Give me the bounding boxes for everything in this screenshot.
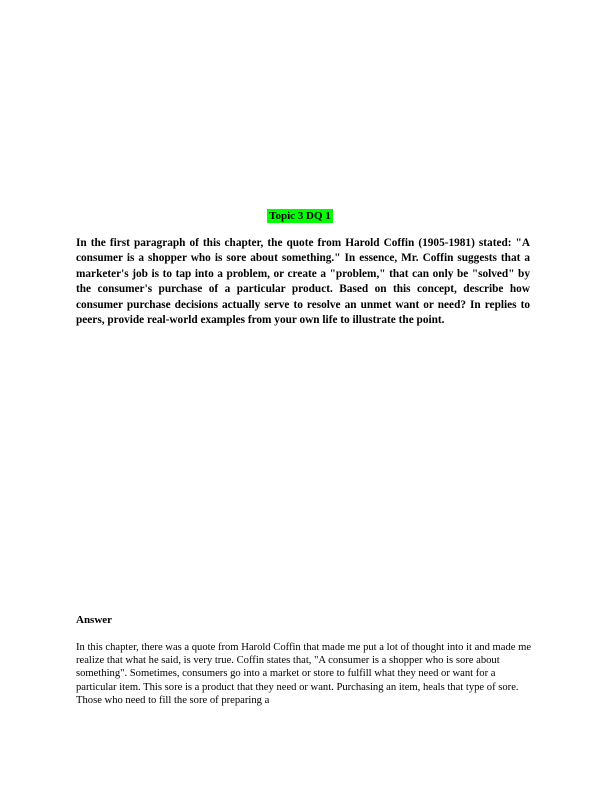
- answer-heading: Answer: [76, 614, 113, 626]
- topic-title: [0, 206, 600, 224]
- question-paragraph: In the first paragraph of this chapter, the quote from Harold Coffin (1905-1981) stated: "A consumer is a shopper who is sore about something." In essence, Mr. Coffin suggests that a marketer's job is to tap into a problem, or create a "problem," that can only be "solved" by the consumer's purchase of a particular product. Based on this concept, describe how consumer purchase decisions actually serve to resolve an unmet want or need? In replies to peers, provide real-world examples from your own life to illustrate the point.: [76, 237, 530, 327]
- topic-label-highlight: Topic 3 DQ 1: [269, 210, 331, 222]
- answer-paragraph: In this chapter, there was a quote from Harold Coffin that made me put a lot of thought into it and made me realize that what he said, is very true. Coffin states that, "A consumer is a shopper who is sore about something". Sometimes, consumers go into a market or store to fulfill what they need or want for a particular item. This sore is a product that they need or want. Purchasing an item, heals that type of sore. Those who need to fill the sore of preparing a: [76, 642, 532, 706]
